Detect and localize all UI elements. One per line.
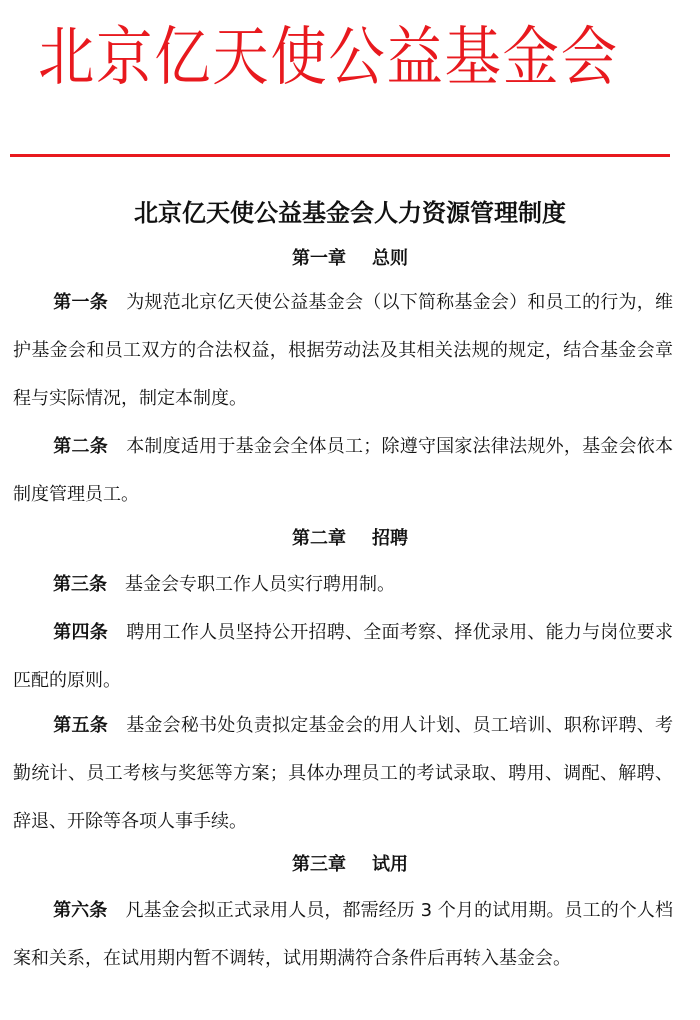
header-rule	[10, 154, 670, 157]
article-text: 为规范北京亿天使公益基金会（以下简称基金会）和员工的行为，维护基金会和员工双方的合法权益，根据劳动法及其相关法规的规定，结合基金会章程与实际情况，制定本制度。	[13, 292, 674, 409]
chapter-heading-1	[0, 244, 700, 274]
org-header: 北京亿天使公益基金会	[38, 21, 619, 95]
article-text: 本制度适用于基金会全体员工；除遵守国家法律法规外，基金会依本制度管理员工。	[13, 436, 674, 505]
chapter-number: 第二章	[292, 528, 346, 549]
article-text: 聘用工作人员坚持公开招聘、全面考察、择优录用、能力与岗位要求匹配的原则。	[13, 622, 674, 691]
chapter-title: 总则	[372, 248, 408, 269]
article-3	[13, 561, 673, 609]
chapter-number: 第一章	[292, 248, 346, 269]
chapter-heading-3	[0, 850, 700, 880]
chapter-title: 招聘	[372, 528, 408, 549]
article-label: 第一条	[53, 292, 108, 313]
article-text: 基金会专职工作人员实行聘用制。	[125, 574, 395, 595]
article-5	[13, 702, 673, 846]
article-label: 第六条	[53, 900, 108, 921]
chapter-heading-2	[0, 524, 700, 554]
document-title: 北京亿天使公益基金会人力资源管理制度	[134, 199, 566, 227]
article-label: 第三条	[53, 574, 107, 595]
chapter-number: 第三章	[292, 854, 346, 875]
article-label: 第四条	[53, 622, 108, 643]
article-text: 凡基金会拟正式录用人员，都需经历 3 个月的试用期。员工的个人档案和关系，在试用期内暂不调转，试用期满符合条件后再转入基金会。	[13, 900, 673, 969]
article-label: 第五条	[53, 715, 108, 736]
article-4	[13, 609, 673, 705]
chapter-title: 试用	[372, 854, 408, 875]
article-6	[13, 887, 673, 983]
article-1	[13, 279, 673, 423]
article-text: 基金会秘书处负责拟定基金会的用人计划、员工培训、职称评聘、考勤统计、员工考核与奖惩等方案；具体办理员工的考试录取、聘用、调配、解聘、辞退、开除等各项人事手续。	[13, 715, 674, 832]
article-label: 第二条	[53, 436, 108, 457]
article-2	[13, 423, 673, 519]
